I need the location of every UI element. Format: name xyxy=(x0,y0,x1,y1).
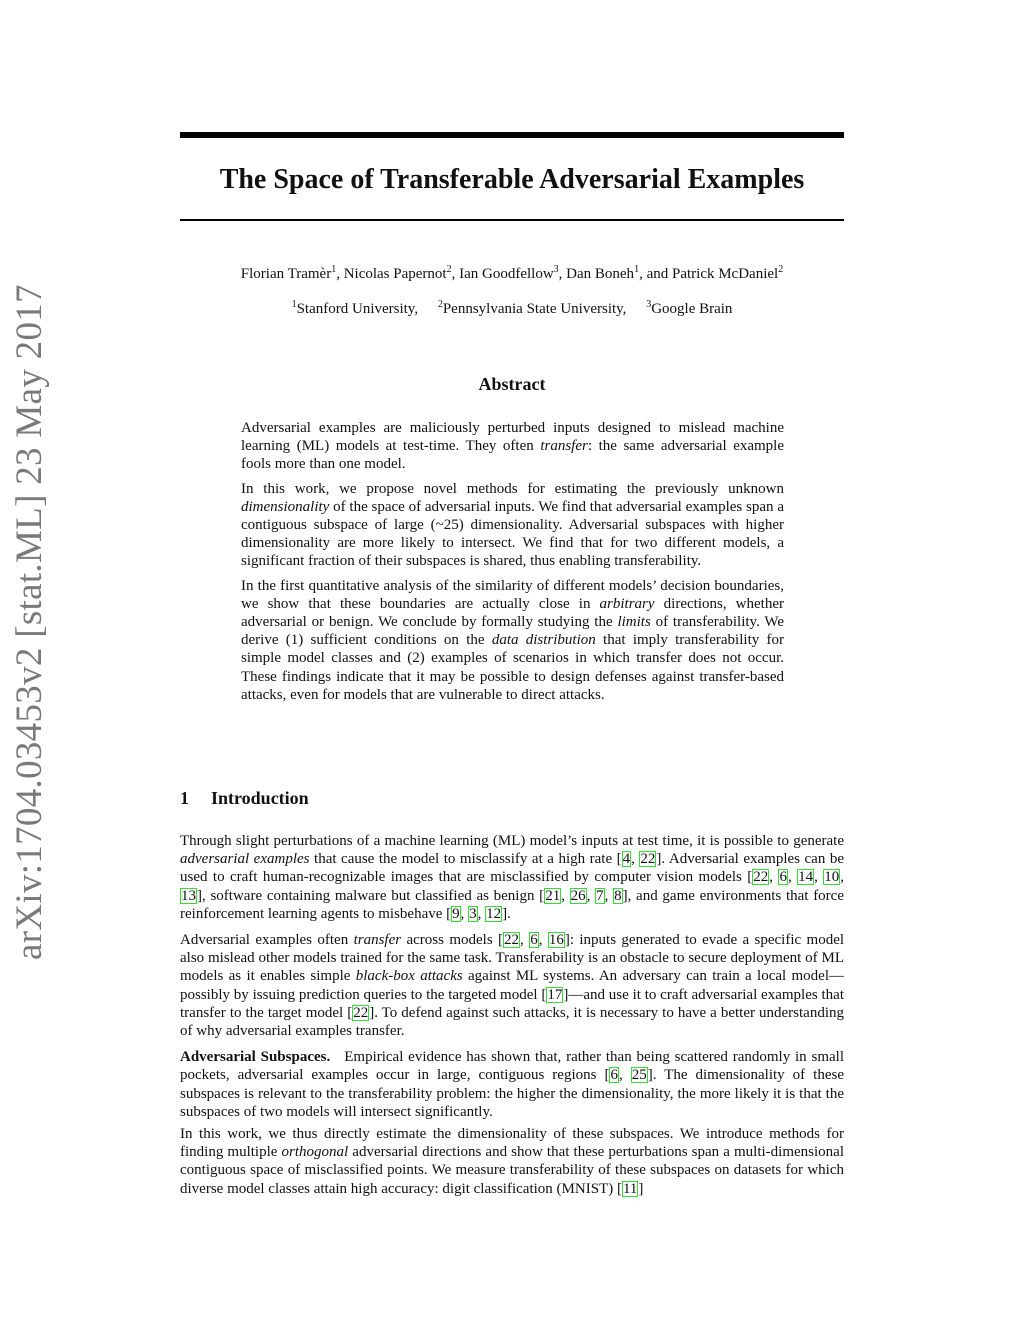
citation-separator: , xyxy=(538,932,548,949)
title-rule-top xyxy=(180,132,844,138)
emphasis: orthogonal xyxy=(281,1144,349,1161)
emphasis: black-box attacks xyxy=(355,968,463,985)
citation-link[interactable]: 26 xyxy=(570,887,586,904)
text-run: that imply transferability for simple model classes and (2) examples of scenarios in which transfer does not occur. These findings indicate that it may be possible to design defenses against transfer-based attacks, even for models that are vulnerable to direct attacks. xyxy=(241,632,784,703)
citation-separator: , xyxy=(787,869,798,886)
citation-link[interactable]: 14 xyxy=(798,869,814,886)
citation-separator: , xyxy=(460,905,469,922)
emphasis: transfer xyxy=(540,438,588,455)
author-separator: , xyxy=(451,266,460,282)
author-separator: , xyxy=(336,266,344,282)
citation-link[interactable]: 10 xyxy=(824,869,840,886)
citation-separator: , xyxy=(604,887,614,904)
intro-paragraph xyxy=(180,1048,844,1121)
citation-link[interactable]: 17 xyxy=(547,986,563,1003)
affiliation-number: 1 xyxy=(291,299,297,310)
citation-link[interactable]: 8 xyxy=(614,887,622,904)
text-run: Empirical evidence has shown that, rather than being scattered randomly in small pockets, adversarial examples occur in large, contiguous regions [ xyxy=(180,1049,844,1084)
citation-group xyxy=(503,932,565,948)
citation-link[interactable]: 21 xyxy=(545,887,561,904)
citation-group xyxy=(544,888,622,904)
author-name: Dan Boneh xyxy=(566,266,635,282)
intro-paragraph xyxy=(180,1125,844,1198)
citation-link[interactable]: 4 xyxy=(622,851,631,868)
abstract-heading: Abstract xyxy=(478,374,546,394)
intro-paragraph xyxy=(180,931,844,1040)
citation-link[interactable]: 22 xyxy=(504,932,520,949)
text-run: : the same adversarial example fools more than one model. xyxy=(241,438,784,473)
citation-link[interactable]: 7 xyxy=(596,887,604,904)
text-run: ] xyxy=(638,1180,644,1197)
citation-group xyxy=(546,987,563,1003)
affiliation xyxy=(646,301,732,317)
affiliation-name: Pennsylvania State University, xyxy=(442,301,627,317)
text-run: ]. The dimensionality of these subspaces is relevant to the transferability problem: the higher the dimensionality, the more likely it is that the subspaces of two models will intersect significantly. xyxy=(180,1067,844,1120)
text-run: across models [ xyxy=(401,932,504,949)
text-run: ]: inputs generated to evade a specific model also mislead other models trained for the same task. Transferability is an obstacle to secure deployment of ML models as it enables simple xyxy=(180,932,845,985)
citation-group xyxy=(622,1181,638,1197)
citation-separator: , xyxy=(561,887,570,904)
emphasis: limits xyxy=(617,614,651,631)
author-name: Ian Goodfellow xyxy=(459,266,554,282)
text-run: that cause the model to misclassify at a high rate [ xyxy=(309,851,622,868)
text-run: Adversarial examples are maliciously perturbed inputs designed to mislead machine learning (ML) models at test-time. They often xyxy=(241,420,784,455)
text-run: of the space of adversarial inputs. We find that adversarial examples span a contiguous subspace of large (~25) dimensionality. Adversarial subspaces with higher dimensionality are more likely to intersect. We find that for two different models, a significant fraction of their subspaces is shared, thus enabling transferability. xyxy=(241,498,784,570)
paper-title: The Space of Transferable Adversarial Examples xyxy=(219,164,805,195)
emphasis: data distribution xyxy=(491,632,596,649)
text-run: ], software containing malware but classified as benign [ xyxy=(197,887,545,904)
citation-group xyxy=(352,1005,369,1021)
affiliation-list xyxy=(180,298,844,320)
text-run: ]. To defend against such attacks, it is necessary to have a better understanding of why adversarial examples transfer. xyxy=(180,1004,844,1040)
citation-separator: , xyxy=(840,869,845,886)
title-rule-bottom xyxy=(180,219,844,221)
section-title: Introduction xyxy=(211,788,309,808)
text-run: against ML systems. An adversary can train a local model—possibly by issuing prediction queries to the targeted model [ xyxy=(180,968,845,1003)
citation-link[interactable]: 25 xyxy=(631,1067,647,1084)
affiliation-number: 2 xyxy=(437,299,443,310)
citation-link[interactable]: 6 xyxy=(779,869,787,886)
citation-link[interactable]: 22 xyxy=(753,869,769,886)
citation-group xyxy=(622,851,657,867)
citation-separator: , xyxy=(520,932,530,949)
abstract-body xyxy=(241,419,784,710)
text-run: ], and game environments that force reinforcement learning agents to misbehave [ xyxy=(180,887,844,922)
citation-separator: , xyxy=(631,851,640,868)
text-run: ]—and use it to craft adversarial examples that transfer to the target model [ xyxy=(180,986,844,1021)
text-run: of transferability. We derive (1) sufficient conditions on the xyxy=(241,614,785,649)
text-run: Through slight perturbations of a machine learning (ML) model’s inputs at test time, it is possible to generate xyxy=(180,833,844,849)
citation-link[interactable]: 6 xyxy=(610,1067,618,1084)
citation-link[interactable]: 22 xyxy=(640,851,656,868)
affiliation-name: Stanford University, xyxy=(296,301,419,317)
author-name: Nicolas Papernot xyxy=(343,266,447,282)
citation-link[interactable]: 22 xyxy=(353,1004,369,1021)
abstract-paragraph xyxy=(241,577,784,704)
author-affiliation-mark: 2 xyxy=(778,264,784,275)
citation-separator: , xyxy=(618,1067,631,1084)
text-run: ]. xyxy=(502,905,511,922)
author-separator: , and xyxy=(639,266,672,282)
citation-separator: , xyxy=(769,869,779,886)
introduction-body xyxy=(180,832,844,1206)
arxiv-identifier-stamp: arXiv:1704.03453v2 [stat.ML] 23 May 2017 xyxy=(9,284,50,960)
intro-paragraph xyxy=(180,832,844,923)
citation-link[interactable]: 16 xyxy=(548,932,564,949)
citation-link[interactable]: 9 xyxy=(452,905,460,922)
citation-link[interactable]: 13 xyxy=(181,887,196,904)
citation-link[interactable]: 3 xyxy=(469,905,477,922)
author-affiliation-mark: 3 xyxy=(553,264,559,275)
section-number: 1 xyxy=(180,788,189,808)
text-run: adversarial directions and show that these perturbations span a multi-dimensional contiguous space of misclassified points. We measure transferability of these subspaces on datasets for which diverse model classes attain high accuracy: digit classification (MNIST) [ xyxy=(180,1144,844,1197)
citation-separator: , xyxy=(586,887,596,904)
author-name: Patrick McDaniel xyxy=(671,266,779,282)
author-list xyxy=(180,263,844,285)
section-heading-introduction xyxy=(180,785,309,811)
affiliation-name: Google Brain xyxy=(651,301,733,317)
citation-group xyxy=(451,906,502,922)
citation-group xyxy=(609,1067,647,1083)
text-run: Adversarial examples often xyxy=(180,932,354,949)
text-run: ]. Adversarial examples can be used to craft human-recognizable images that are misclassified by computer vision models [ xyxy=(180,851,845,886)
author-affiliation-mark: 1 xyxy=(634,264,640,275)
affiliation xyxy=(292,301,419,317)
affiliation-number: 3 xyxy=(646,299,652,310)
author-affiliation-mark: 2 xyxy=(446,264,452,275)
emphasis: adversarial examples xyxy=(180,851,310,868)
citation-separator: , xyxy=(477,905,486,922)
citation-separator: , xyxy=(814,869,824,886)
text-run: In this work, we thus directly estimate the dimensionality of these subspaces. We introduce methods for finding multiple xyxy=(180,1126,844,1161)
citation-link[interactable]: 6 xyxy=(530,932,538,949)
author-separator: , xyxy=(558,266,567,282)
text-run: In the first quantitative analysis of the similarity of different models’ decision boundaries, we show that these boundaries are actually close in xyxy=(241,577,784,612)
emphasis: arbitrary xyxy=(599,595,655,612)
citation-link[interactable]: 12 xyxy=(486,905,502,922)
text-run: In this work, we propose novel methods for estimating the previously unknown xyxy=(241,480,784,497)
text-run: directions, whether adversarial or benign. We conclude by formally studying the xyxy=(241,595,784,631)
author-name: Florian Tramèr xyxy=(240,266,332,282)
abstract-paragraph xyxy=(241,419,784,474)
paragraph-heading: Adversarial Subspaces. xyxy=(180,1049,331,1066)
emphasis: dimensionality xyxy=(241,498,330,515)
affiliation xyxy=(438,301,627,317)
emphasis: transfer xyxy=(353,932,402,949)
author-affiliation-mark: 1 xyxy=(331,264,337,275)
abstract-paragraph xyxy=(241,480,784,571)
citation-link[interactable]: 11 xyxy=(622,1180,638,1197)
